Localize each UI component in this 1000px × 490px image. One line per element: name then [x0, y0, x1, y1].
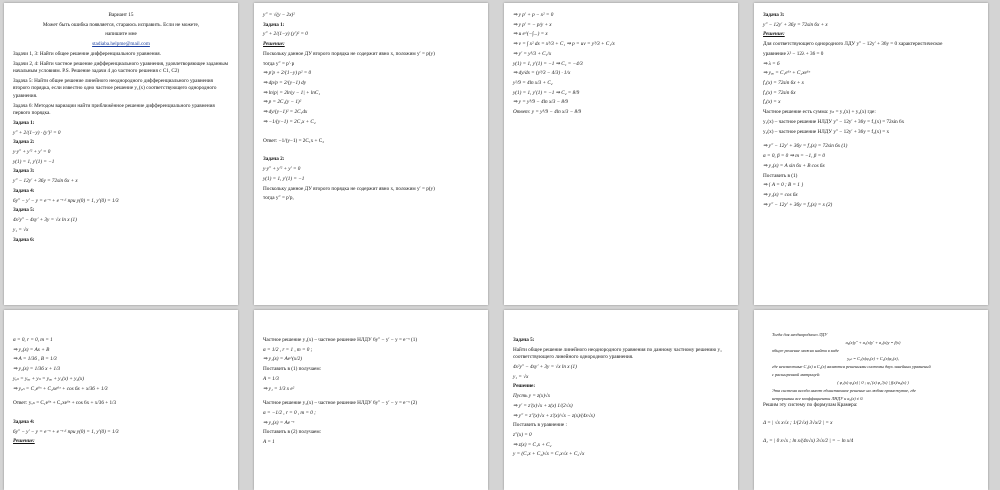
solution-text: Поставить в уравнение :	[513, 422, 567, 429]
document-page-1	[4, 3, 238, 305]
theory-formula: yₒₙ = C₁(x)φ₁(x) + C₂(x)φ₂(x),	[847, 355, 899, 361]
equation: ⇒ y′ = z′(x)√x + z(x) 1/(2√x)	[513, 402, 573, 409]
equation: ⇒ ln|p| = 2ln|y − 1| + lnC₁	[263, 89, 321, 96]
solution-heading: Решение:	[13, 438, 35, 445]
equation: ⇒ y₁(x) = cos 6x	[763, 191, 798, 198]
task-heading: Задача 5:	[513, 337, 535, 343]
equation: 6y″ − y′ − y = e⁻ˣ + e⁻ˣ⋅¹ при y(0) = 1, y′(0) = 1/3	[13, 428, 119, 435]
task-heading: Задача 3:	[763, 12, 785, 18]
equation: ⇒ y₁ = 1/3 x e²	[263, 385, 295, 392]
solution-heading: Решение:	[513, 383, 536, 390]
equation: 4x²y″ − 4xy′ + 3y = √x ln x (1)	[13, 217, 77, 224]
theory-text: с расширенной матрицей:	[772, 371, 821, 377]
equation: ⇒ v = ∫ x² dx = x³/3 + C₁ ⇒ p = uv = y³/3 + C₁/x	[513, 41, 615, 48]
equation: ⇒ y₂(x) = Ax + B	[13, 346, 50, 353]
solution-text: Поставить в (1) получаем:	[263, 366, 322, 373]
equation: α = −1/2 , r = 0 , m = 0 ;	[263, 410, 316, 417]
task-description: Задача 5: Найти общее решение линейного неоднородного дифференциального уравнения второго порядка, если известно одно частное решение y₁(x) соответствующего однородного уравнения.	[13, 77, 217, 99]
equation: ⇒ A = 1/36 , B = 1/3	[13, 356, 57, 363]
equation: α = 0, r = 0, m = 1	[13, 337, 53, 343]
equation: A = 1	[263, 439, 275, 446]
equation: y·y″ + y′² + y′ = 0	[13, 149, 51, 156]
determinant-delta: Δ = | √x x√x ; 1/(2√x) 3√x/2 | = x	[763, 419, 833, 426]
solution-text: Частное решение y₂(x) – частное решение НЛДУ 6y″ − y′ − y = e⁻ˣ (2)	[263, 400, 418, 407]
task-heading: Задача 4:	[13, 187, 35, 194]
solution-heading: Решение:	[263, 41, 285, 48]
equation: y″ − 12y′ + 36y = 72sin 6x + x	[763, 21, 828, 28]
document-page-8	[754, 310, 988, 490]
task-heading: Задача 5:	[13, 207, 35, 214]
equation: ⇒ −1/(y−1) = 2C₁x + C₂	[263, 118, 316, 125]
variant-heading: Вариант 15	[108, 12, 134, 18]
embedded-theory-image	[772, 332, 974, 402]
task-heading: Задача 2:	[13, 139, 35, 146]
theory-text: общее решение можно найти в виде	[772, 347, 839, 353]
theory-text: Тогда для неоднородного ЛДУ	[772, 332, 828, 337]
determinant-delta-1: Δ₁ = | 0 x√x ; ln x/(4x√x) 3√x/2 | = − ln x/4	[763, 438, 854, 445]
document-page-7	[504, 310, 738, 490]
task-heading: Задача 1:	[263, 21, 285, 28]
theory-text: где неизвестные C₁(x) и C₂(x) являются решениями системы двух линейных уравнений	[772, 363, 931, 369]
answer-text: Ответ: −1/(y−1) = 2C₁x + C₂	[263, 137, 325, 144]
solution-text: Решим эту систему по формулам Крамера:	[763, 402, 858, 408]
equation: y = (C₁x + C₂)√x = C₁x√x + C₂√x	[513, 451, 585, 458]
task-heading: Задача 4:	[13, 419, 35, 426]
equation: Пусть y = z(x)√x	[513, 393, 551, 400]
equation: α = 0, β = 0 ⇒ m = −1, β = 0	[763, 153, 826, 160]
equation: y(1) = 1, y′(1) = −1	[263, 175, 305, 182]
equation: y₁ = √x	[13, 226, 29, 233]
notice-text: напишите мне	[105, 31, 137, 38]
equation: ⇒ u e^(−∫...) = x	[513, 31, 548, 38]
equation: ⇒ y₁(x) = A sin 6x + B cos 6x	[763, 162, 825, 169]
equation: ⇒ { A = 0 ; B = 1 }	[763, 182, 804, 189]
equation: y(1) = 1, y′(1) = −1 ⇒ C₁ = −4/3	[513, 60, 583, 67]
equation: y₁ = √x	[513, 373, 529, 380]
equation: y″ + 2/(1−y) (y′)² = 0	[263, 31, 308, 38]
solution-text: Для соответствующего однородного ЛДУ y″ − 12y′ + 36y = 0 характеристическое	[763, 41, 943, 48]
document-page-5	[4, 310, 238, 490]
equation: A = 1/3	[263, 375, 279, 382]
solution-text: тогда y″ = p′p,	[263, 195, 294, 202]
solution-text: Поскольку данное ДУ второго порядка не содержит явно х, положим y′ = p(y)	[263, 50, 435, 57]
solution-text: уравнение λ² − 12λ + 36 = 0	[763, 50, 824, 57]
theory-formula: a₀(x)y″ + a₁(x)y′ + a₂(x)y = f(x)	[845, 339, 901, 345]
equation: ⇒ yₒₒ = C₁e⁶ˣ + C₂xe⁶ˣ	[763, 70, 811, 77]
equation: f₁(x) = 72sin 6x	[763, 89, 796, 96]
equation: ⇒ y″ − 12y′ + 36y = f₁(x) = 72sin 6x (1)	[763, 143, 848, 150]
equation: ⇒ y₁(x) = Ae^(x/2)	[263, 356, 302, 363]
equation: α = 1/2 , r = 1 , m = 0 ;	[263, 346, 313, 353]
theory-matrix: ( φ₁(x) φ₂(x) | 0 ; φ₁′(x) φ₂′(x) | f(x)/a₀(x) )	[837, 379, 909, 385]
equation: ⇒ y p′ + p − x² = 0	[513, 12, 554, 18]
email-link[interactable]: stadiaba.helpme@mail.com	[92, 41, 150, 48]
task-heading: Задача 1:	[13, 119, 35, 126]
solution-text: y₂(x) – частное решение НЛДУ y″ − 12y′ + 36y = f₂(x) = x	[763, 128, 890, 135]
solution-heading: Решение:	[763, 31, 785, 38]
document-page-6	[254, 310, 488, 490]
theory-text: непрерывны все коэффициенты ЛНДУ и a₀(x) ≠ 0.	[772, 395, 864, 401]
equation: ⇒ dy/(y−1)² = 2C₁dx	[263, 109, 308, 116]
solution-text: y₁(x) – частное решение НЛДУ y″ − 12y′ + 36y = f₁(x) = 72sin 6x	[763, 118, 905, 125]
equation: y(1) = 1, y′(1) = −1 ⇒ C₂ = 8/9	[513, 89, 580, 96]
notice-text: Может быть ошибка появляется, стараюсь исправить. Если не можете,	[42, 21, 200, 28]
equation: f₂(x) = x	[763, 99, 781, 106]
equation: 4x²y″ − 4xy′ + 3y = √x ln x (1)	[513, 363, 577, 370]
equation: y²/9 = 4ln x/3 + C₂	[513, 80, 553, 87]
task-heading: Задача 2:	[263, 156, 285, 163]
solution-text: Поскольку данное ДУ второго порядка не содержит явно х, положим y′ = p(y)	[263, 185, 435, 192]
task-heading: Задача 3:	[13, 168, 35, 175]
equation: ⇒ dp/p = 2/(y−1) dy	[263, 80, 307, 87]
task-heading: Задача 6:	[13, 236, 35, 243]
document-page-4	[754, 3, 988, 305]
equation: ⇒ p′p + 2/(1−y) p² = 0	[263, 70, 312, 77]
equation: 6y″ − y′ − y = e⁻ˣ + e⁻ˣ⋅¹ при y(0) = 1, y′(0) = 1/3	[13, 197, 119, 204]
solution-text: Поставить в (2) получаем:	[263, 429, 322, 436]
equation: yₒₙ = yₒₒ + yₙ = yₒₒ + y₁(x) + y₂(x)	[13, 375, 84, 382]
solution-text: Частное решение y₁(x) – частное решение НЛДУ 6y″ − y′ − y = e⁻ˣ (1)	[263, 337, 418, 343]
theory-text: Эта система всегда имеет единственное решение на любом промежутке, где	[772, 387, 917, 393]
solution-text: Частное решение есть сумма: yₙ = y₁(x) + y₂(x) где:	[763, 109, 876, 116]
document-page-3	[504, 3, 738, 305]
equation: y″ + 2/(1−y) · (y′)² = 0	[13, 129, 61, 136]
equation: ⇒ p = 2C₁(y − 1)²	[263, 99, 302, 106]
equation: ⇒ y′ = y³/3 + C₁/x	[513, 50, 552, 57]
answer-text: Ответ: y = y³/9 − 4ln x/3 − 8/9	[513, 109, 582, 116]
task-description: Найти общее решение линейного неоднородного уравнения по данному частному решению y₁ соответствующего линейного однородного уравнения.	[513, 346, 722, 361]
solution-text: тогда y″ = p′·p	[263, 60, 295, 67]
equation: ⇒ y₂(x) = 1/36 x + 1/3	[13, 366, 61, 373]
equation: ⇒ λ = 6	[763, 60, 780, 67]
document-page-2	[254, 3, 488, 305]
equation: ⇒ y″ − 12y′ + 36y = f₂(x) = x (2)	[763, 201, 833, 208]
equation: ⇒ yₒₙ = C₁e⁶ˣ + C₂xe⁶ˣ + cos 6x + x/36 + 1/3	[13, 385, 108, 392]
equation: z″(x) = 0	[513, 432, 532, 438]
equation: ⇒ dy/dx = (y³/3 − 4/3) · 1/x	[513, 70, 571, 77]
equation: y(1) = 1, y′(1) = −1	[13, 158, 55, 165]
equation: y″ − 12y′ + 36y = 72sin 6x + x	[13, 178, 78, 185]
task-description: Задача 6: Методом вариации найти приближённое решение дифференциального уравнения первого порядка.	[13, 102, 215, 117]
task-description: Задачи 2, 4: Найти частное решение дифференциального уравнения, удовлетворяющее заданным начальным условиям. Р.S. Решение задачи 4 до частного решения с С1, С2)	[13, 60, 229, 75]
equation: ⇒ z(x) = C₁x + C₂	[513, 441, 552, 448]
equation: ⇒ y″ = z″(x)√x + z′(x)/√x − z(x)/(4x√x)	[513, 412, 595, 419]
solution-text: Поставить в (1)	[763, 172, 798, 179]
equation: y·y″ + y′² + y′ = 0	[263, 166, 301, 173]
equation: f₁(x) = 72sin 6x + x	[763, 80, 804, 87]
equation: ⇒ y₂(x) = Ae⁻ˣ	[263, 419, 295, 426]
equation: ⇒ y = y³/9 − 4ln x/3 − 8/9	[513, 99, 569, 106]
equation: y″ = √(y − 2x)²	[263, 12, 295, 18]
task-description: Задачи 1, 3: Найти общее решение дифференциального уравнения.	[13, 50, 161, 57]
answer-text: Ответ: yₒₙ = C₁e⁶ˣ + C₂xe⁶ˣ + cos 6x + x/36 + 1/3	[13, 400, 117, 407]
equation: ⇒ y p′ = − p/y + x	[513, 21, 552, 28]
